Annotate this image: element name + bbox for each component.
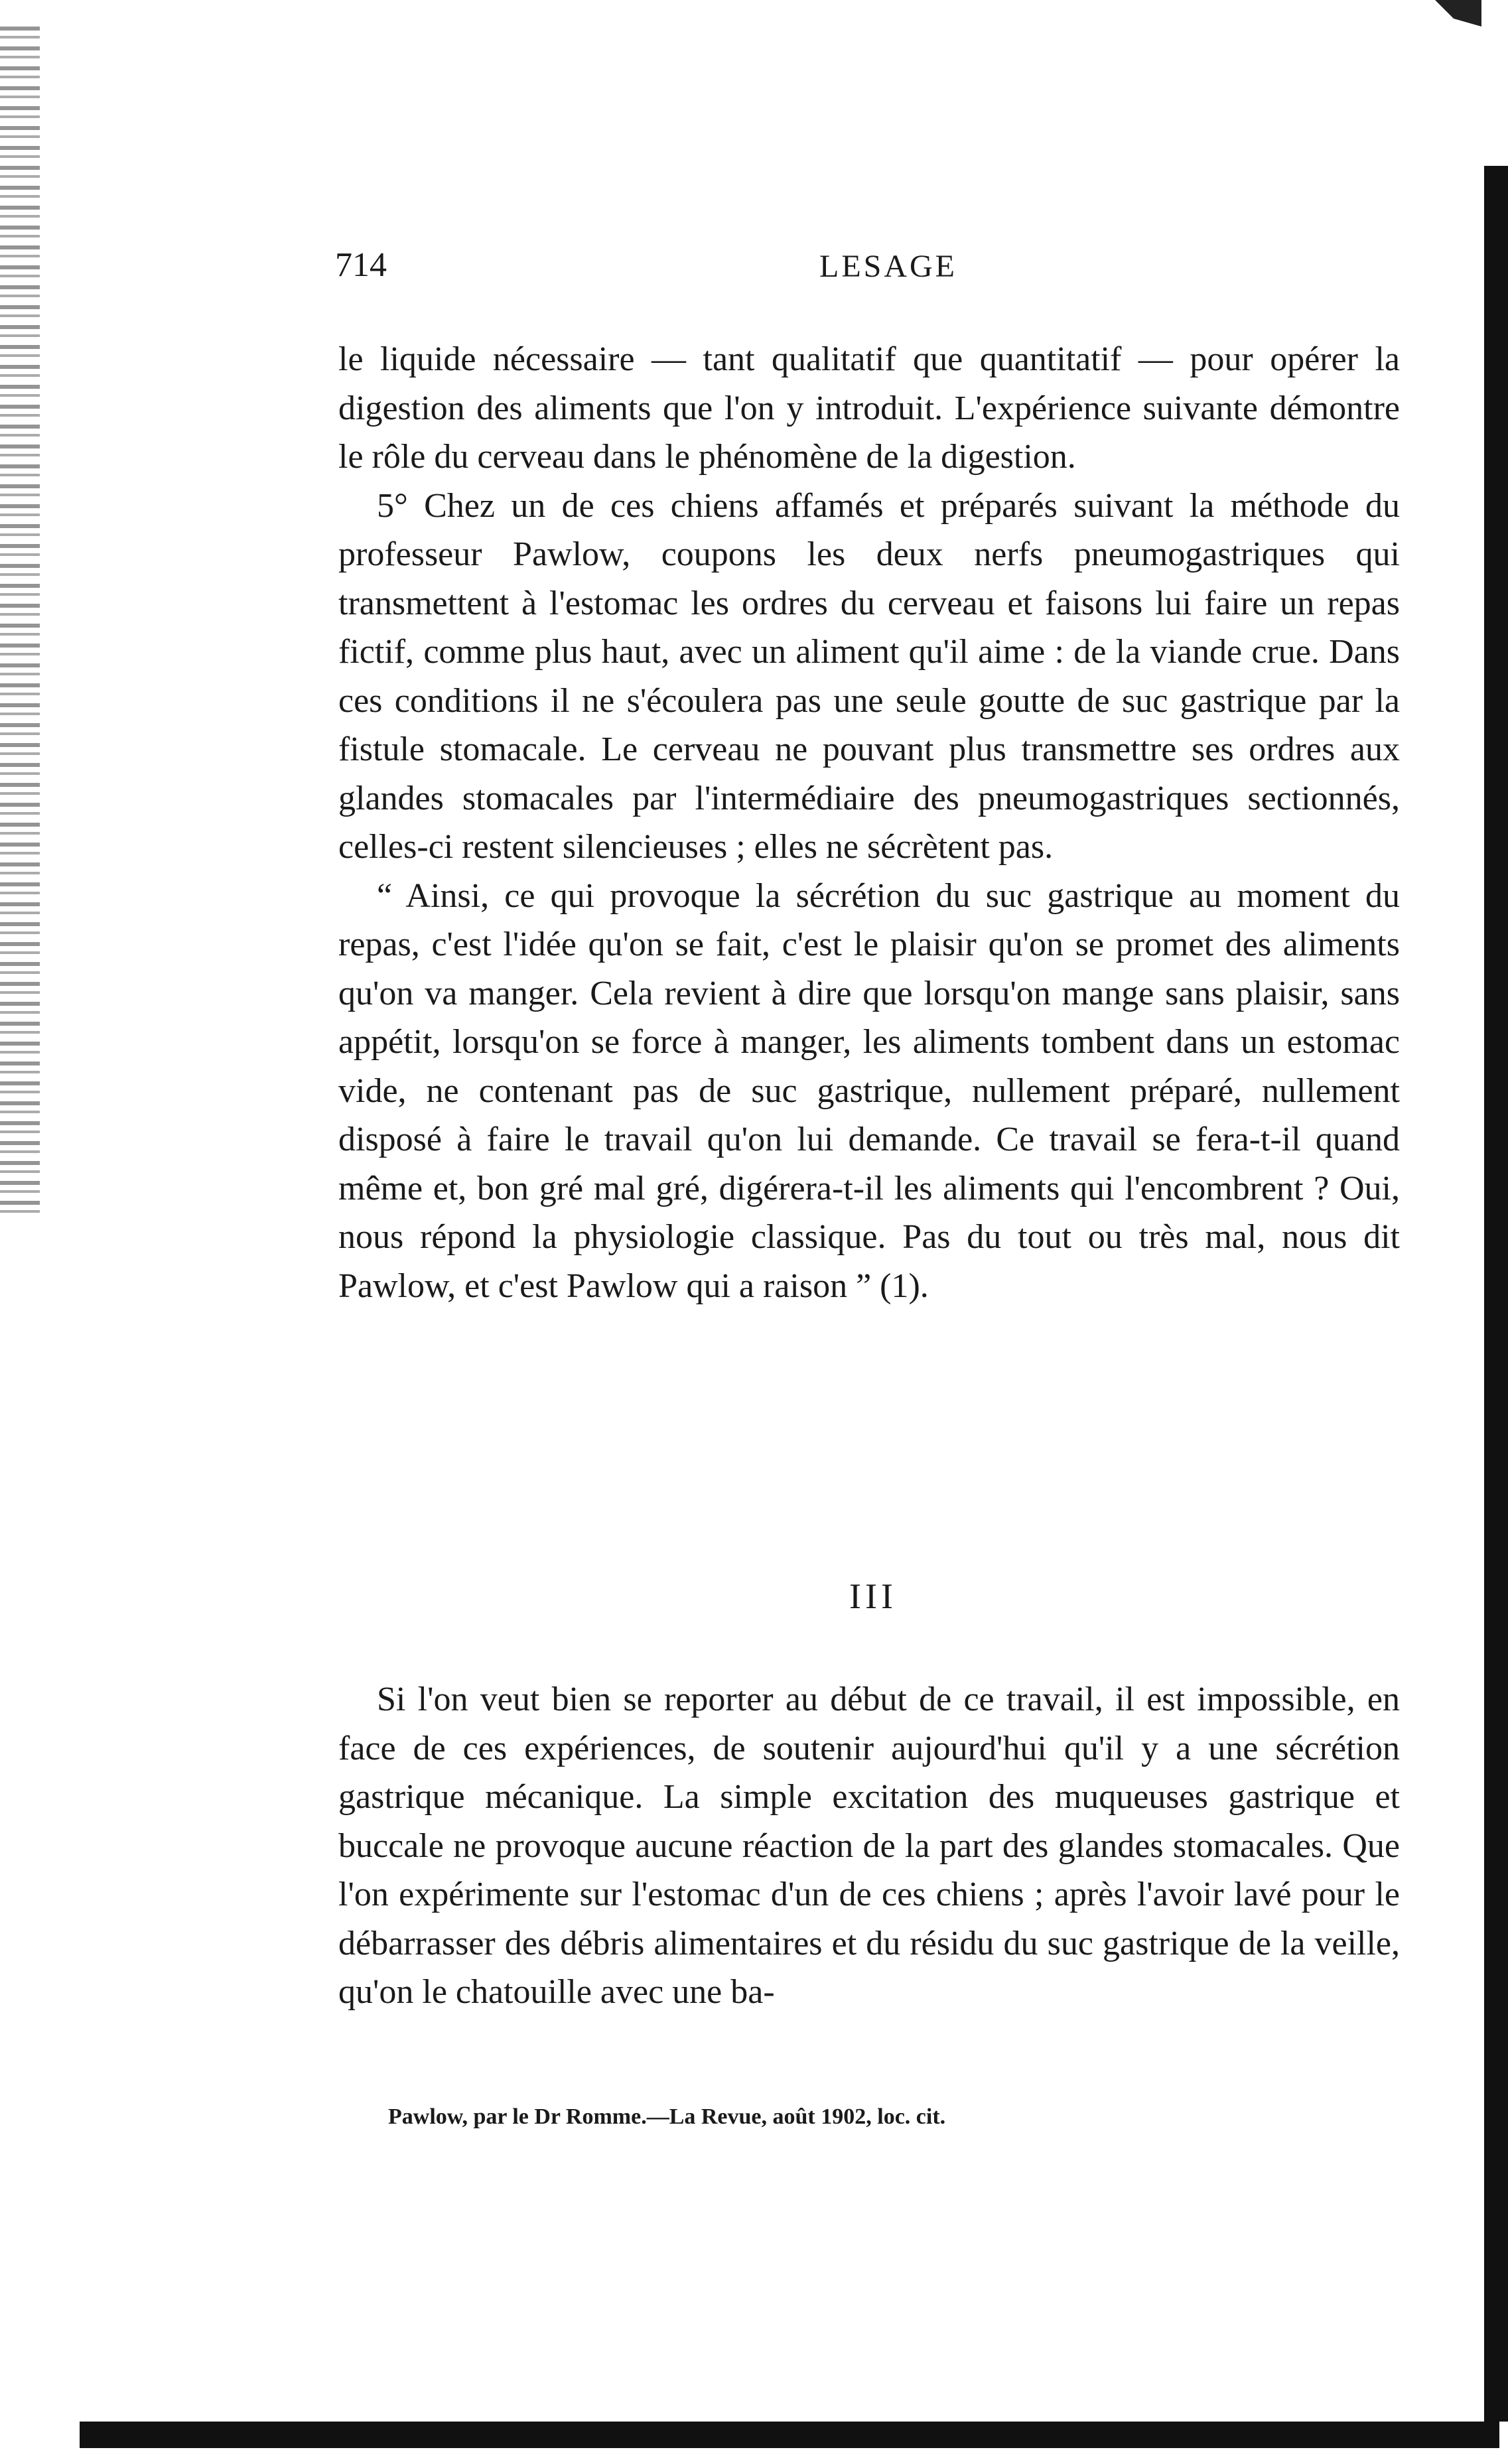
scan-corner-mark [1435,0,1481,27]
body-text-part-2 [338,1675,1400,2017]
page-number: 714 [335,246,387,284]
body-text-part-1 [338,335,1400,1310]
scan-edge-right [1484,166,1508,2422]
scan-bottom-bar [80,2422,1499,2448]
paragraph-1: le liquide nécessaire — tant qualitatif que quantitatif — pour opérer la digestion des aliments que l'on y introduit. L'expérience suivante démontre le rôle du cerveau dans le phénomène de la digestion. [338,340,1400,476]
scan-edge-left [0,27,40,1221]
section-paragraph-1: Si l'on veut bien se reporter au début de ce travail, il est impossible, en face de ces expériences, de soutenir aujourd'hui qu'il y a une sécrétion gastrique mécanique. La simple excitation des muqueuses gastrique et buccale ne provoque aucune réaction de la part des glandes stomacales. Que l'on expérimente sur l'estomac d'un de ces chiens ; après l'avoir lavé pour le débarrasser des débris alimentaires et du résidu du suc gastrique de la veille, qu'on le chatouille avec une ba- [338,1680,1400,2011]
section-heading: III [849,1576,897,1616]
running-head: LESAGE [819,249,957,284]
page-header [335,245,1397,299]
paragraph-2: 5° Chez un de ces chiens affamés et préparés suivant la méthode du professeur Pawlow, coupons les deux nerfs pneumogastriques qui transmettent à l'estomac les ordres du cerveau et faisons lui faire un repas fictif, comme plus haut, avec un aliment qu'il aime : de la viande crue. Dans ces conditions il ne s'écoulera pas une seule goutte de suc gastrique par la fistule stomacale. Le cerveau ne pouvant plus transmettre ses ordres aux glandes stomacales par l'intermédiaire des pneumogastriques sectionnés, celles-ci restent silencieuses ; elles ne sécrètent pas. [338,486,1400,866]
footnote: Pawlow, par le Dr Romme.—La Revue, août 1902, loc. cit. [388,2104,946,2129]
paragraph-3: “ Ainsi, ce qui provoque la sécrétion du suc gastrique au moment du repas, c'est l'idée qu'on se fait, c'est le plaisir qu'on se promet des aliments qu'on va manger. Cela revient à dire que lorsqu'on mange sans plaisir, sans appétit, lorsqu'on se force à manger, les aliments tombent dans un estomac vide, ne contenant pas de suc gastrique, nullement préparé, nullement disposé à faire le travail qu'on lui demande. Ce travail se fera-t-il quand même et, bon gré mal gré, digérera-t-il les aliments qui l'encombrent ? Oui, nous répond la physiologie classique. Pas du tout ou très mal, nous dit Pawlow, et c'est Pawlow qui a raison ” (1). [338,876,1400,1305]
